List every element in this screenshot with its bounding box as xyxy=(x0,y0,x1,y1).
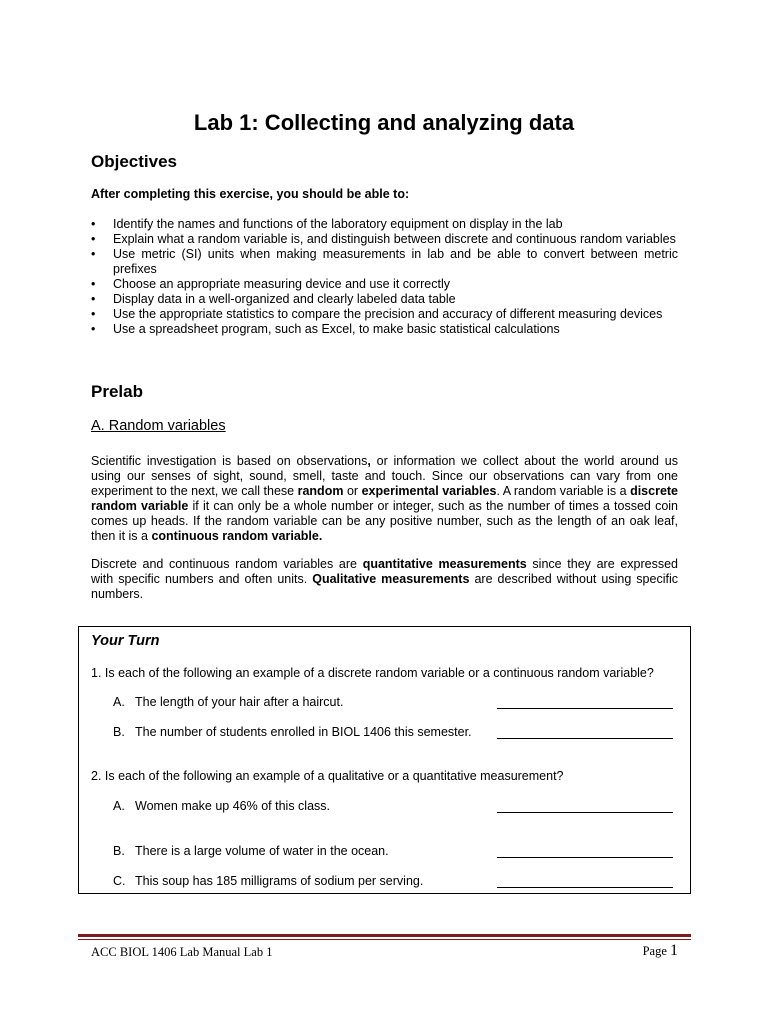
term-experimental-variables: experimental variables xyxy=(361,484,497,498)
question-2: 2. Is each of the following an example of a qualitative or a quantitative measurement? xyxy=(91,769,564,783)
q1-option-b xyxy=(113,725,472,739)
p1-text-1: Scientific investigation is based on observations xyxy=(91,454,368,468)
q2-option-c xyxy=(113,874,423,888)
list-item: • Display data in a well-organized and clearly labeled data table xyxy=(91,292,678,307)
option-letter: C. xyxy=(113,874,126,888)
p1-text-5: if it can only be a whole number or integer, such as the number of times a tossed coin comes up heads. If the random variable can be any positive number, such as the length of an oak leaf, then it is a xyxy=(91,499,678,543)
q2-option-a xyxy=(113,799,330,813)
measurements-paragraph xyxy=(91,557,678,602)
term-continuous-random-variable: continuous random variable. xyxy=(151,529,323,543)
p1-text-2: or information we collect about the world around us using our senses of sight, sound, smell, taste and touch. Since our observations can vary from one experiment to the next, we call these xyxy=(91,454,678,498)
p1-text-3: or xyxy=(343,484,362,498)
list-item: • Use metric (SI) units when making measurements in lab and be able to convert between metric prefixes xyxy=(91,247,678,277)
option-letter: A. xyxy=(113,799,125,813)
footer-page-number xyxy=(643,942,678,960)
term-quantitative-measurements: quantitative measurements xyxy=(362,557,527,571)
option-text: The length of your hair after a haircut. xyxy=(135,695,344,709)
page-number: 1 xyxy=(670,942,678,959)
option-text: Women make up 46% of this class. xyxy=(135,799,330,813)
option-letter: A. xyxy=(113,695,125,709)
footer-rule-thick xyxy=(78,934,691,937)
q1-option-a xyxy=(113,695,343,709)
q2-c-answer-line[interactable] xyxy=(497,887,673,888)
list-item: • Use the appropriate statistics to compare the precision and accuracy of different measuring devices xyxy=(91,307,678,322)
term-qualitative-measurements: Qualitative measurements xyxy=(312,572,470,586)
p1-text-4: . A random variable is a xyxy=(496,484,631,498)
option-text: There is a large volume of water in the ocean. xyxy=(135,844,389,858)
footer-rule-thin xyxy=(78,939,691,940)
your-turn-title: Your Turn xyxy=(91,633,160,649)
q2-b-answer-line[interactable] xyxy=(497,857,673,858)
option-letter: B. xyxy=(113,725,125,739)
p2-text-3: are described without using specific numbers. xyxy=(91,572,678,601)
prelab-heading: Prelab xyxy=(91,382,143,401)
list-item: • Choose an appropriate measuring device and use it correctly xyxy=(91,277,678,292)
page-title: Lab 1: Collecting and analyzing data xyxy=(193,110,575,135)
option-letter: B. xyxy=(113,844,125,858)
term-discrete-random-variable: discrete random variable xyxy=(91,484,679,513)
objectives-heading: Objectives xyxy=(91,152,177,171)
q2-option-b xyxy=(113,844,389,858)
q2-a-answer-line[interactable] xyxy=(497,812,673,813)
objectives-list xyxy=(91,217,678,337)
list-item: • Explain what a random variable is, and distinguish between discrete and continuous random variables xyxy=(91,232,678,247)
p1-comma: , xyxy=(367,454,371,468)
p2-text-2: since they are expressed with specific numbers and often units. xyxy=(91,557,678,586)
page-label: Page xyxy=(642,944,670,958)
question-1: 1. Is each of the following an example of a discrete random variable or a continuous random variable? xyxy=(91,666,654,680)
list-item: • Use a spreadsheet program, such as Excel, to make basic statistical calculations xyxy=(91,322,678,337)
footer-manual-title: ACC BIOL 1406 Lab Manual Lab 1 xyxy=(91,945,273,959)
p2-text-1: Discrete and continuous random variables are xyxy=(91,557,363,571)
term-random: random xyxy=(297,484,344,498)
random-variables-paragraph xyxy=(91,454,678,544)
list-item: • Identify the names and functions of the laboratory equipment on display in the lab xyxy=(91,217,678,232)
section-a-heading: A. Random variables xyxy=(91,418,226,434)
your-turn-box xyxy=(78,626,691,894)
q1-a-answer-line[interactable] xyxy=(497,708,673,709)
objectives-intro: After completing this exercise, you should be able to: xyxy=(91,187,410,201)
option-text: This soup has 185 milligrams of sodium per serving. xyxy=(135,874,424,888)
q1-b-answer-line[interactable] xyxy=(497,738,673,739)
option-text: The number of students enrolled in BIOL 1406 this semester. xyxy=(135,725,472,739)
